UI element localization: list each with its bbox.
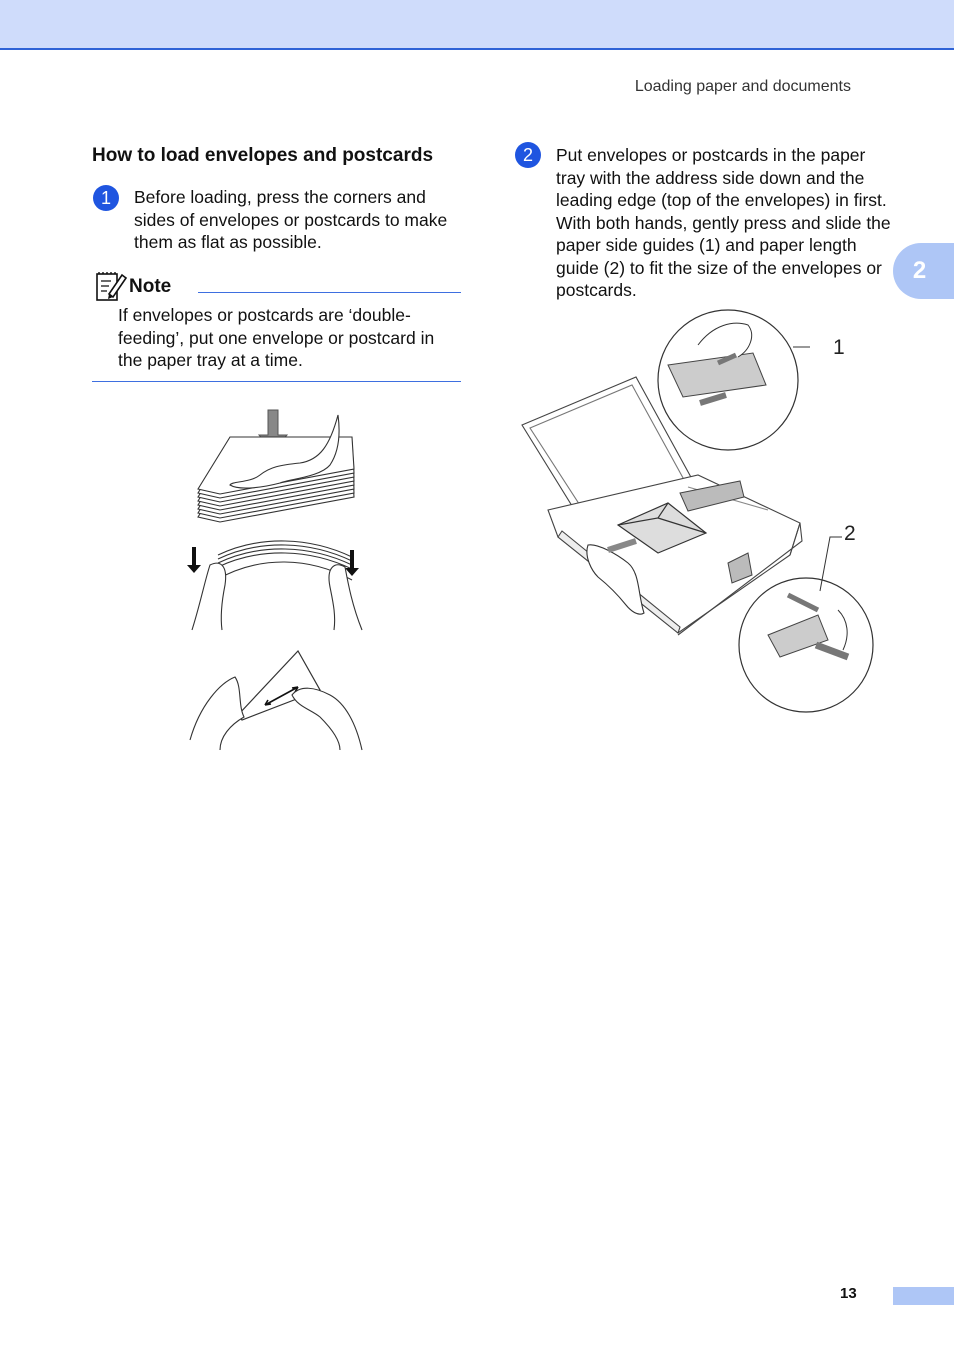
left-hand-bending bbox=[192, 563, 226, 630]
callout-label-2: 2 bbox=[844, 522, 856, 545]
step-1-text: Before loading, press the corners and sides of envelopes or postcards to make them as flat as possible. bbox=[134, 187, 448, 252]
figure-flatten-envelopes bbox=[180, 405, 375, 755]
note-rule-top bbox=[198, 292, 461, 293]
step-number-2: 2 bbox=[515, 142, 541, 168]
note-rule-bottom bbox=[92, 381, 461, 382]
zoom-circle-1 bbox=[658, 310, 798, 450]
note-text: If envelopes or postcards are ‘double-feeding’, put one envelope or postcard in the paper tray at a time. bbox=[118, 305, 435, 370]
step-2-text: Put envelopes or postcards in the paper tray with the address side down and the leading edge (top of the envelopes) in first. With both hands, gently press and slide the paper side guides (1) and paper length guide (2) to fit the size of the envelopes or postcards. bbox=[556, 145, 891, 300]
section-title: How to load envelopes and postcards bbox=[92, 145, 434, 166]
figure-paper-tray bbox=[518, 305, 878, 715]
chapter-tab: 2 bbox=[893, 243, 954, 299]
page-number: 13 bbox=[840, 1285, 857, 1302]
callout-label-1: 1 bbox=[833, 336, 845, 359]
right-hand-bending bbox=[329, 565, 362, 630]
step-number-1: 1 bbox=[93, 185, 119, 211]
zoom-circle-2 bbox=[739, 578, 873, 712]
right-hand-smoothing bbox=[292, 688, 362, 750]
note-pencil-icon bbox=[95, 270, 127, 302]
note-label: Note bbox=[129, 276, 172, 297]
footer-band bbox=[893, 1287, 954, 1305]
top-header-band bbox=[0, 0, 954, 50]
left-hand-smoothing bbox=[190, 677, 244, 750]
running-head: Loading paper and documents bbox=[634, 78, 851, 95]
